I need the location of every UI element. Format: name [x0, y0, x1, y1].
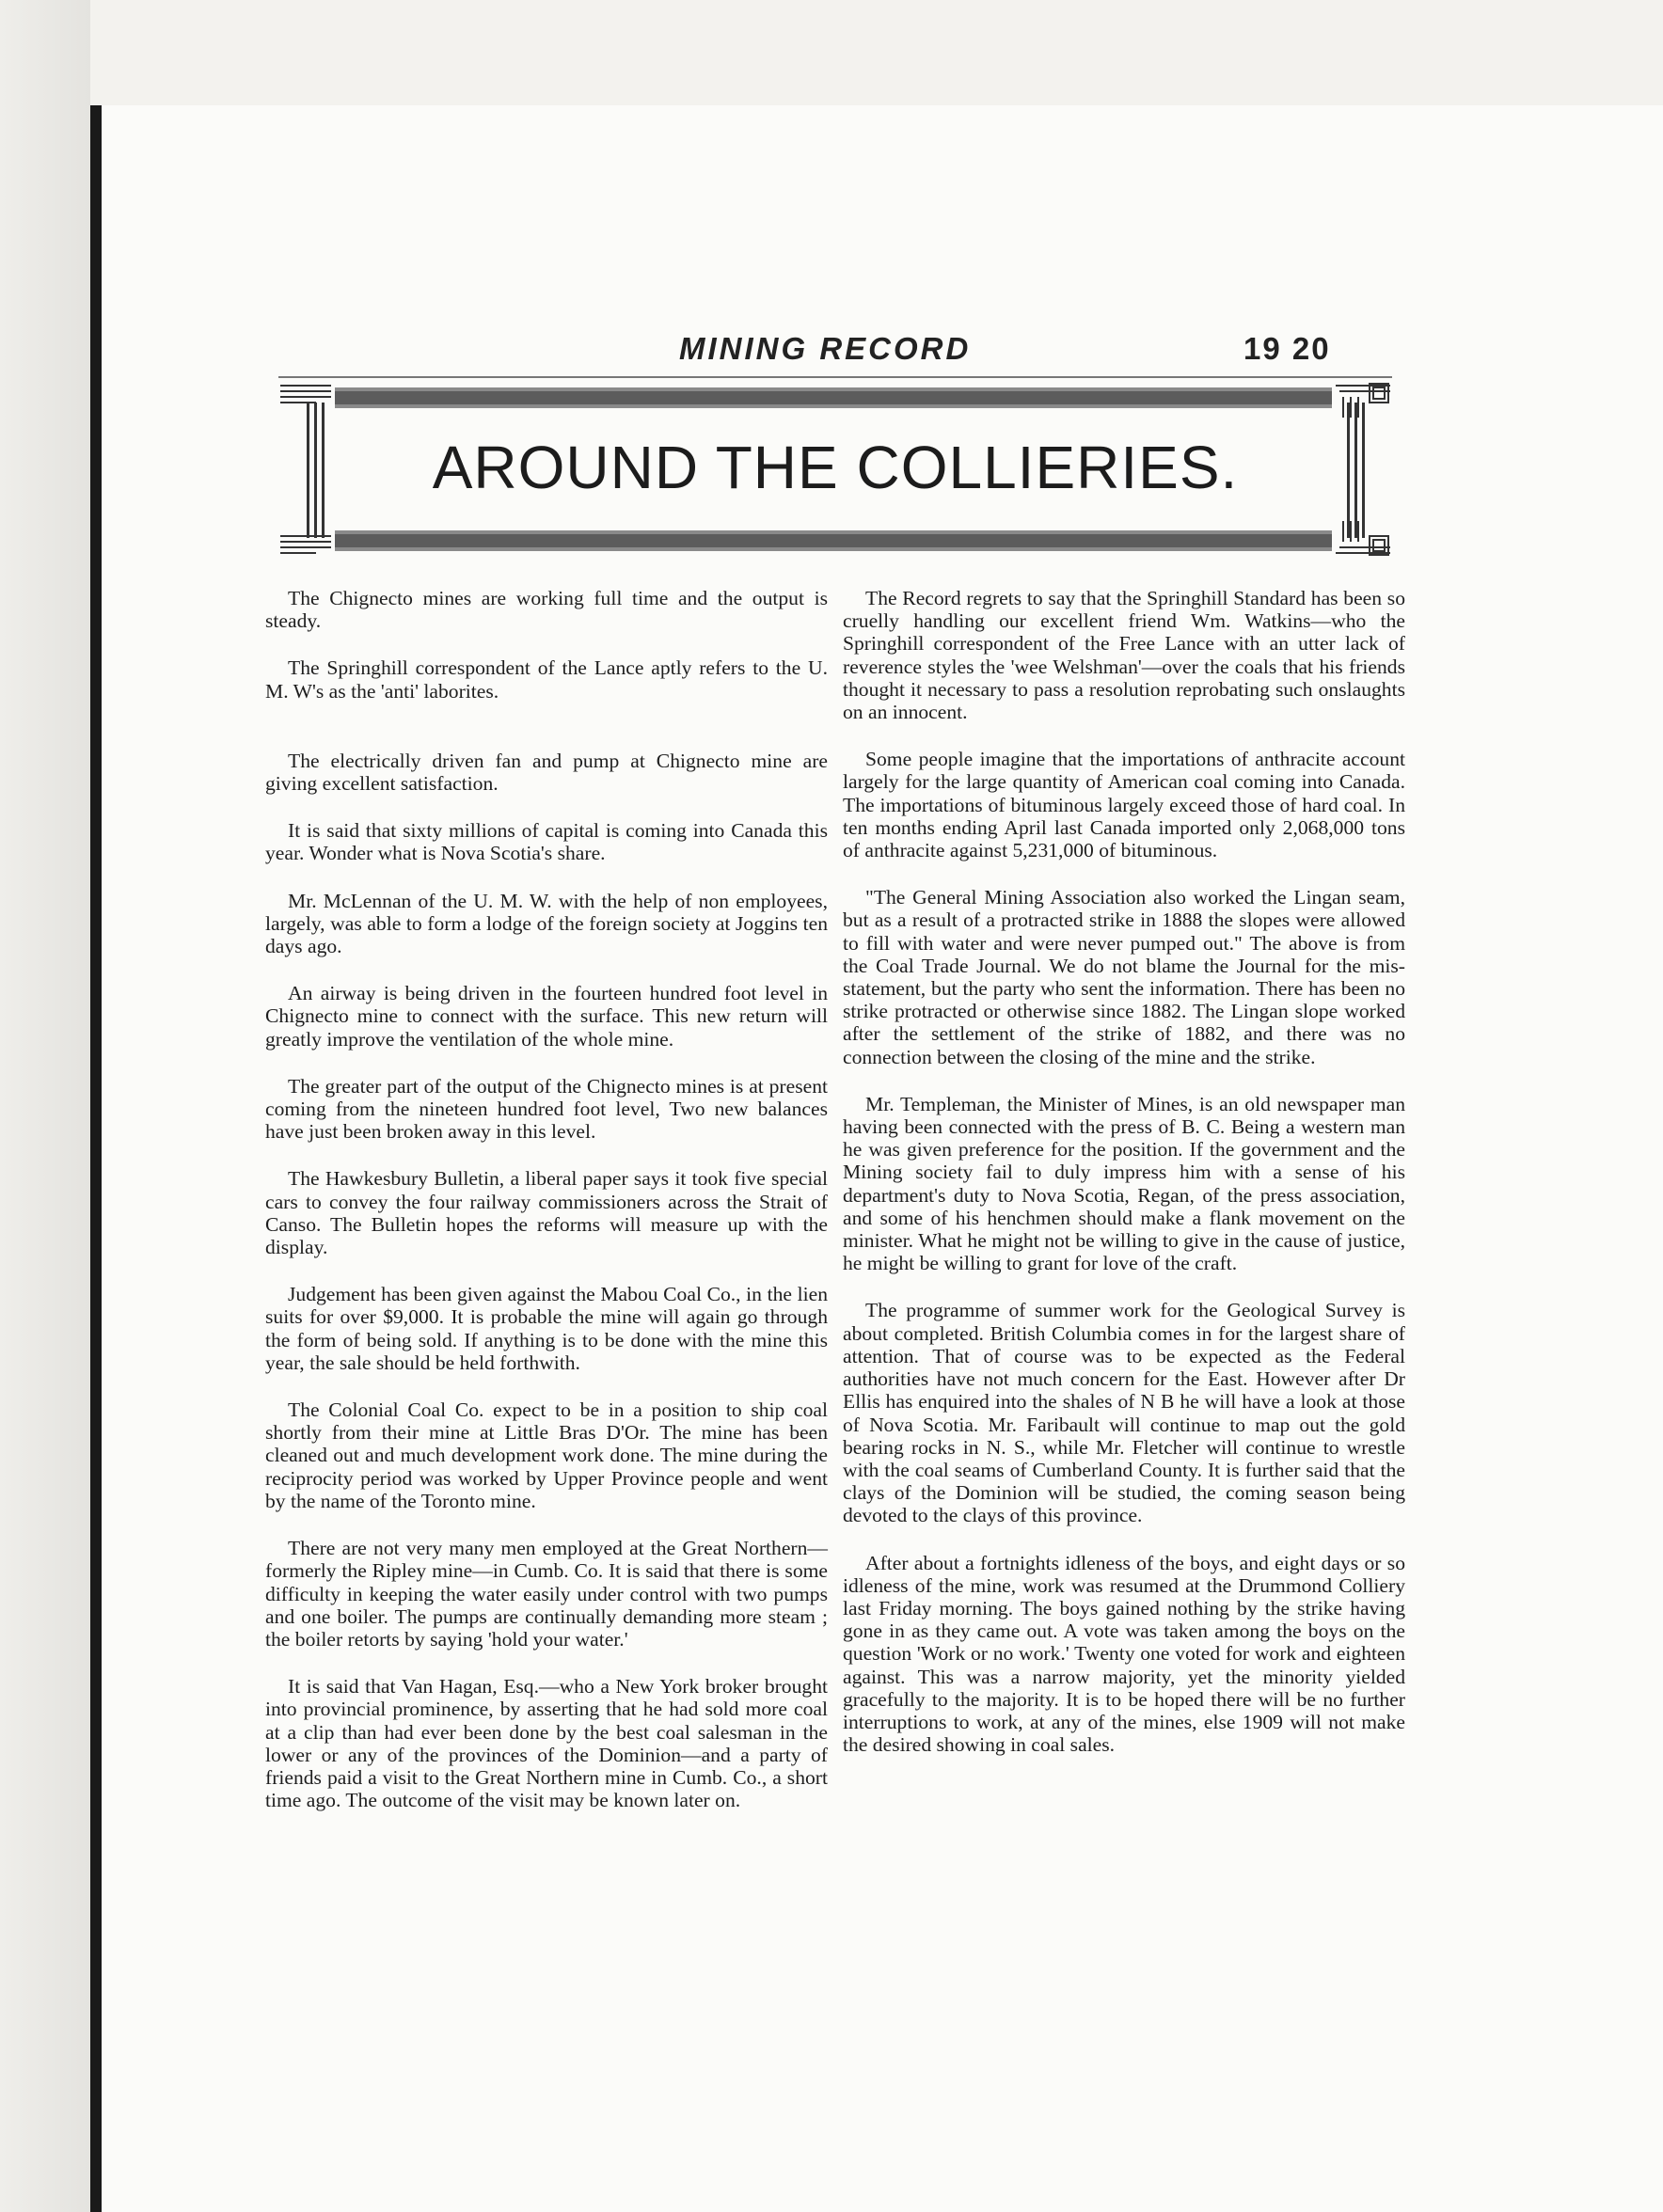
paragraph: The Chignecto mines are working full time and the output is steady.: [265, 587, 828, 633]
paragraph: Mr. McLennan of the U. M. W. with the help of non employees, largely, was able to form a lodge of the foreign society at Joggins ten days ago.: [265, 889, 828, 958]
paragraph: The greater part of the output of the Chignecto mines is at present coming from the nineteen hundred foot level, Two new balances have just been broken away in this level.: [265, 1074, 828, 1144]
paragraph: Some people imagine that the importations of anthracite account largely for the large quantity of American coal coming into Canada. The importations of bituminous largely exceed those of hard coal. In ten months ending April last Canada imported only 2,068,000 tons of anthracite against 5,231,000 of bituminous.: [843, 748, 1405, 862]
paragraph: The Colonial Coal Co. expect to be in a position to ship coal shortly from their mine at Little Bras D'Or. The mine has been cleaned out and much development work done. The mine during the reciprocity period was worked by Upper Province people and went by the name of the Toronto mine.: [265, 1398, 828, 1512]
binding-edge: [90, 105, 102, 2212]
title-banner: [278, 380, 1392, 559]
paragraph: The electrically driven fan and pump at Chignecto mine are giving excellent satisfaction.: [265, 749, 828, 796]
paragraph: After about a fortnights idleness of the boys, and eight days or so idleness of the mine, work was resumed at the Drummond Colliery last Friday morning. The boys gained nothing by the strike having gone in as they came out. A vote was taken among the boys on the question 'Work or no work.' Twenty one voted for work and eighteen against. This was a narrow majority, yet the minority yielded gracefully to the majority. It is to be hoped there will be no further interruptions to work, at any of the mines, else 1909 will not make the desired showing in coal sales.: [843, 1551, 1405, 1757]
paragraph: There are not very many men employed at the Great Northern—formerly the Ripley mine—in Cumb. Co. It is said that there is some difficulty in keeping the water easily under control with two pumps and one boiler. The pumps are continually demanding more steam ; the boiler retorts by saying 'hold your water.': [265, 1537, 828, 1651]
paragraph: The programme of summer work for the Geological Survey is about completed. British Columbia comes in for the largest share of attention. That of course was to be expected as the Federal authorities have not much concern for the East. However after Dr Ellis has enquired into the shales of N B he will have a look at those of Nova Scotia. Mr. Faribault will continue to map out the gold bearing rocks in N. S., while Mr. Fletcher will continue to wrestle with the coal seams of Cumberland County. It is further said that the clays of the Dominion will be studied, the coming season being devoted to the clays of this province.: [843, 1299, 1405, 1527]
journal-title: MINING RECORD: [679, 331, 972, 366]
paragraph: The Hawkesbury Bulletin, a liberal paper says it took five special cars to convey the four railway commissioners across the Strait of Canso. The Bulletin hopes the reforms will measure up with the display.: [265, 1167, 828, 1259]
paragraph: "The General Mining Association also worked the Lingan seam, but as a result of a protracted strike in 1888 the slopes were allowed to fill with water and were never pumped out." The above is from the Coal Trade Journal. We do not blame the Journal for the mis-statement, but the party who sent the information. There has been no strike protracted or otherwise since 1882. The Lingan slope worked after the settlement of the strike of 1882, and there was no connection between the closing of the mine and the strike.: [843, 886, 1405, 1068]
paragraph: It is said that Van Hagan, Esq.—who a New York broker brought into provincial prominence, by asserting that he had sold more coal at a clip than had ever been done by the best coal salesman in the lower or any of the provinces of the Dominion—and a party of friends paid a visit to the Great Northern mine in Cumb. Co., a short time ago. The outcome of the visit may be known later on.: [265, 1675, 828, 1812]
paragraph: An airway is being driven in the fourteen hundred foot level in Chignecto mine to connect with the surface. This new return will greatly improve the ventilation of the whole mine.: [265, 982, 828, 1051]
paragraph: Mr. Templeman, the Minister of Mines, is an old newspaper man having been connected with the press of B. C. Being a western man he was given preference for the position. If the government and the Mining society fail to duly impress him with a sense of his department's duty to Nova Scotia, Regan, of the press association, and some of his henchmen should make a flank movement on the minister. What he might not be willing to give in the cause of justice, he might be willing to grant for love of the craft.: [843, 1092, 1405, 1275]
journal-year: 19 20: [1243, 331, 1331, 366]
right-column: [843, 587, 1405, 1756]
paragraph: Judgement has been given against the Mabou Coal Co., in the lien suits for over $9,000. It is probable the mine will again go through the form of being sold. If anything is to be done with the mine this year, the sale should be held forthwith.: [265, 1283, 828, 1374]
scan-background: [0, 0, 90, 2212]
paragraph: It is said that sixty millions of capital is coming into Canada this year. Wonder what is Nova Scotia's share.: [265, 819, 828, 865]
article-heading: AROUND THE COLLIERIES.: [432, 434, 1239, 501]
left-column: [265, 587, 828, 1811]
paragraph: The Springhill correspondent of the Lance aptly refers to the U. M. W's as the 'anti' laborites.: [265, 656, 828, 703]
header-rule: [278, 376, 1392, 378]
paragraph: The Record regrets to say that the Springhill Standard has been so cruelly handling our excellent friend Wm. Watkins—who the Springhill correspondent of the Free Lance with an utter lack of reverence styles the 'wee Welshman'—over the coals that his friends thought it necessary to pass a resolution reprobating such onslaughts on an innocent.: [843, 587, 1405, 724]
